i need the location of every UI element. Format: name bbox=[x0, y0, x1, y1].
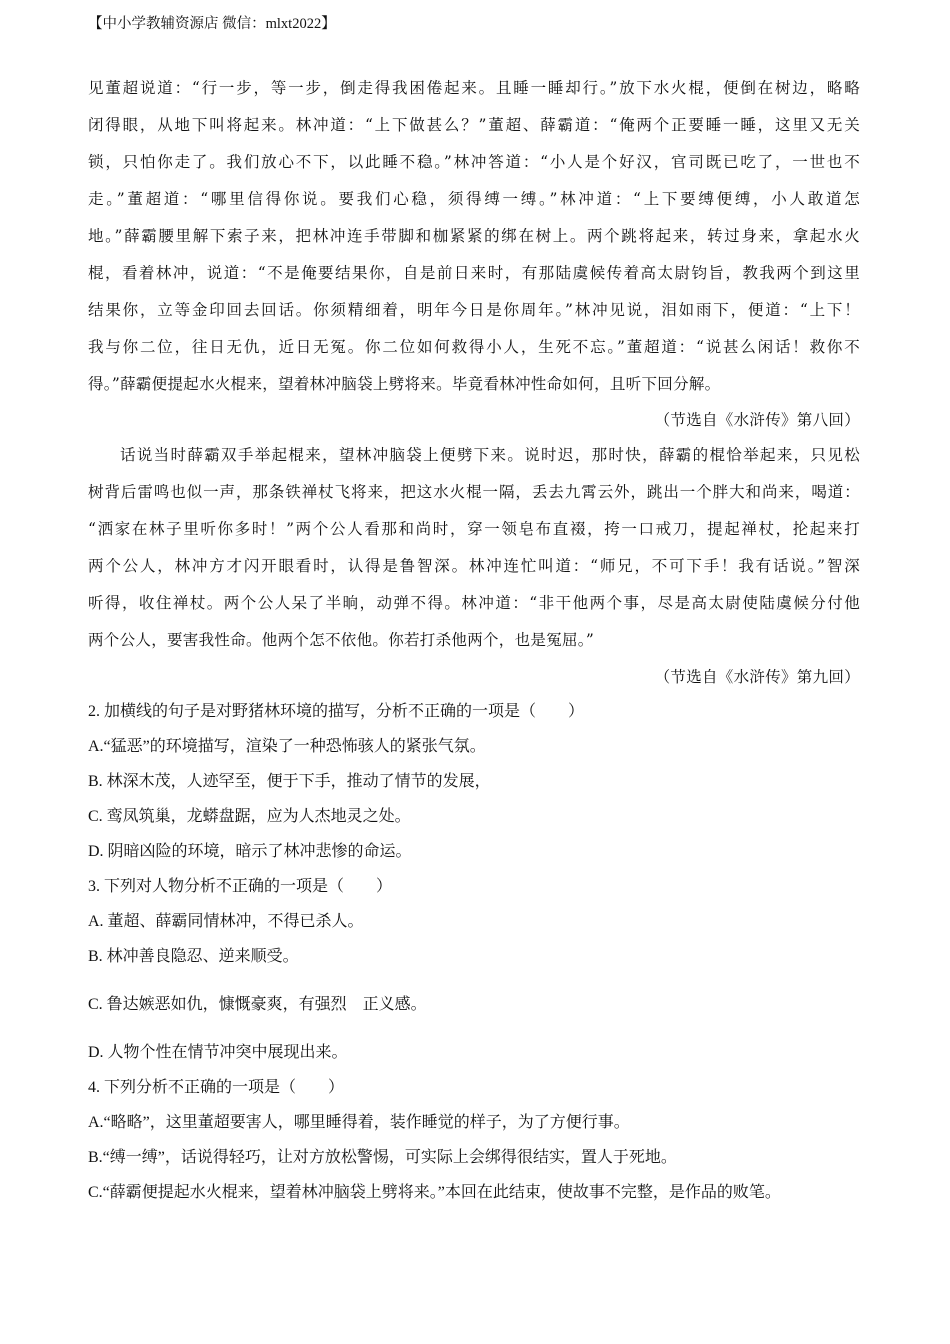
answer-option: D. 阴暗凶险的环境，暗示了林冲悲惨的命运。 bbox=[88, 843, 412, 860]
passage-line: 两个公人，林冲方才闪开眼看时，认得是鲁智深。林冲连忙叫道：“师兄，不可下手！我有话说。”智深 bbox=[88, 557, 860, 575]
answer-option: A. 董超、薛霸同情林冲，不得已杀人。 bbox=[88, 913, 364, 930]
answer-option: C. 鲁达嫉恶如仇，慷慨豪爽，有强烈 正义感。 bbox=[88, 996, 427, 1013]
passage-line: 树背后雷鸣也似一声，那条铁禅杖飞将来，把这水火棍一隔，丢去九霄云外，跳出一个胖大和尚来，喝道： bbox=[88, 483, 860, 501]
passage-line: 结果你，立等金印回去回话。你须精细着，明年今日是你周年。”林冲见说，泪如雨下，便道：“上下！ bbox=[88, 301, 860, 319]
passage-line: 两个公人，要害我性命。他两个怎不依他。你若打杀他两个，也是冤屈。” bbox=[88, 631, 595, 649]
answer-option: B. 林深木茂，人迹罕至，便于下手，推动了情节的发展， bbox=[88, 773, 491, 790]
passage-line: “洒家在林子里听你多时！”两个公人看那和尚时，穿一领皂布直裰，挎一口戒刀，提起禅杖，抡起来打 bbox=[88, 520, 860, 538]
question-stem: 2. 加横线的句子是对野猪林环境的描写，分析不正确的一项是（ ） bbox=[88, 703, 585, 720]
passage-line: 闭得眼，从地下叫将起来。林冲道：“上下做甚么？”董超、薛霸道：“俺两个正要睡一睡，这里又无关 bbox=[88, 116, 860, 134]
page-header: 【中小学教辅资源店 微信：mlxt2022】 bbox=[88, 16, 336, 32]
answer-option: B. 林冲善良隐忍、逆来顺受。 bbox=[88, 948, 299, 965]
question-stem: 3. 下列对人物分析不正确的一项是（ ） bbox=[88, 878, 393, 895]
source-citation: （节选自《水浒传》第八回） bbox=[654, 411, 860, 429]
answer-option: B.“缚一缚”，话说得轻巧，让对方放松警惕，可实际上会绑得很结实，置人于死地。 bbox=[88, 1149, 677, 1166]
answer-option: C. 鸾凤筑巢，龙蟒盘踞，应为人杰地灵之处。 bbox=[88, 808, 411, 825]
source-citation: （节选自《水浒传》第九回） bbox=[654, 668, 860, 686]
answer-option: C.“薛霸便提起水火棍来，望着林冲脑袋上劈将来。”本回在此结束，使故事不完整，是作品的败笔。 bbox=[88, 1184, 781, 1201]
passage-line: 得。”薛霸便提起水火棍来，望着林冲脑袋上劈将来。毕竟看林冲性命如何，且听下回分解。 bbox=[88, 375, 721, 393]
passage-line: 走。”董超道：“哪里信得你说。要我们心稳，须得缚一缚。”林冲道：“上下要缚便缚，小人敢道怎 bbox=[88, 190, 860, 208]
passage-line: 棍，看着林冲，说道：“不是俺要结果你，自是前日来时，有那陆虞候传着高太尉钧旨，教我两个到这里 bbox=[88, 264, 860, 282]
answer-option: A.“猛恶”的环境描写，渲染了一种恐怖骇人的紧张气氛。 bbox=[88, 738, 486, 755]
passage-line: 锁，只怕你走了。我们放心不下，以此睡不稳。”林冲答道：“小人是个好汉，官司既已吃了，一世也不 bbox=[88, 153, 860, 171]
passage-line: 我与你二位，往日无仇，近日无冤。你二位如何救得小人，生死不忘。”董超道：“说甚么闲话！救你不 bbox=[88, 338, 860, 356]
answer-option: D. 人物个性在情节冲突中展现出来。 bbox=[88, 1044, 348, 1061]
passage-line: 听得，收住禅杖。两个公人呆了半晌，动弹不得。林冲道：“非干他两个事，尽是高太尉使陆虞候分付他 bbox=[88, 594, 860, 612]
passage-line: 地。”薛霸腰里解下索子来，把林冲连手带脚和枷紧紧的绑在树上。两个跳将起来，转过身来，拿起水火 bbox=[88, 227, 860, 245]
passage-chapter-9 bbox=[88, 437, 860, 695]
answer-option: A.“略略”，这里董超要害人，哪里睡得着，装作睡觉的样子，为了方便行事。 bbox=[88, 1114, 630, 1131]
passage-line: 见董超说道：“行一步，等一步，倒走得我困倦起来。且睡一睡却行。”放下水火棍，便倒在树边，略略 bbox=[88, 79, 860, 97]
question-list bbox=[88, 700, 878, 1216]
question-stem: 4. 下列分析不正确的一项是（ ） bbox=[88, 1079, 345, 1096]
passage-chapter-8 bbox=[88, 70, 860, 437]
passage-line: 话说当时薛霸双手举起棍来，望林冲脑袋上便劈下来。说时迟，那时快，薛霸的棍恰举起来，只见松 bbox=[120, 446, 860, 464]
